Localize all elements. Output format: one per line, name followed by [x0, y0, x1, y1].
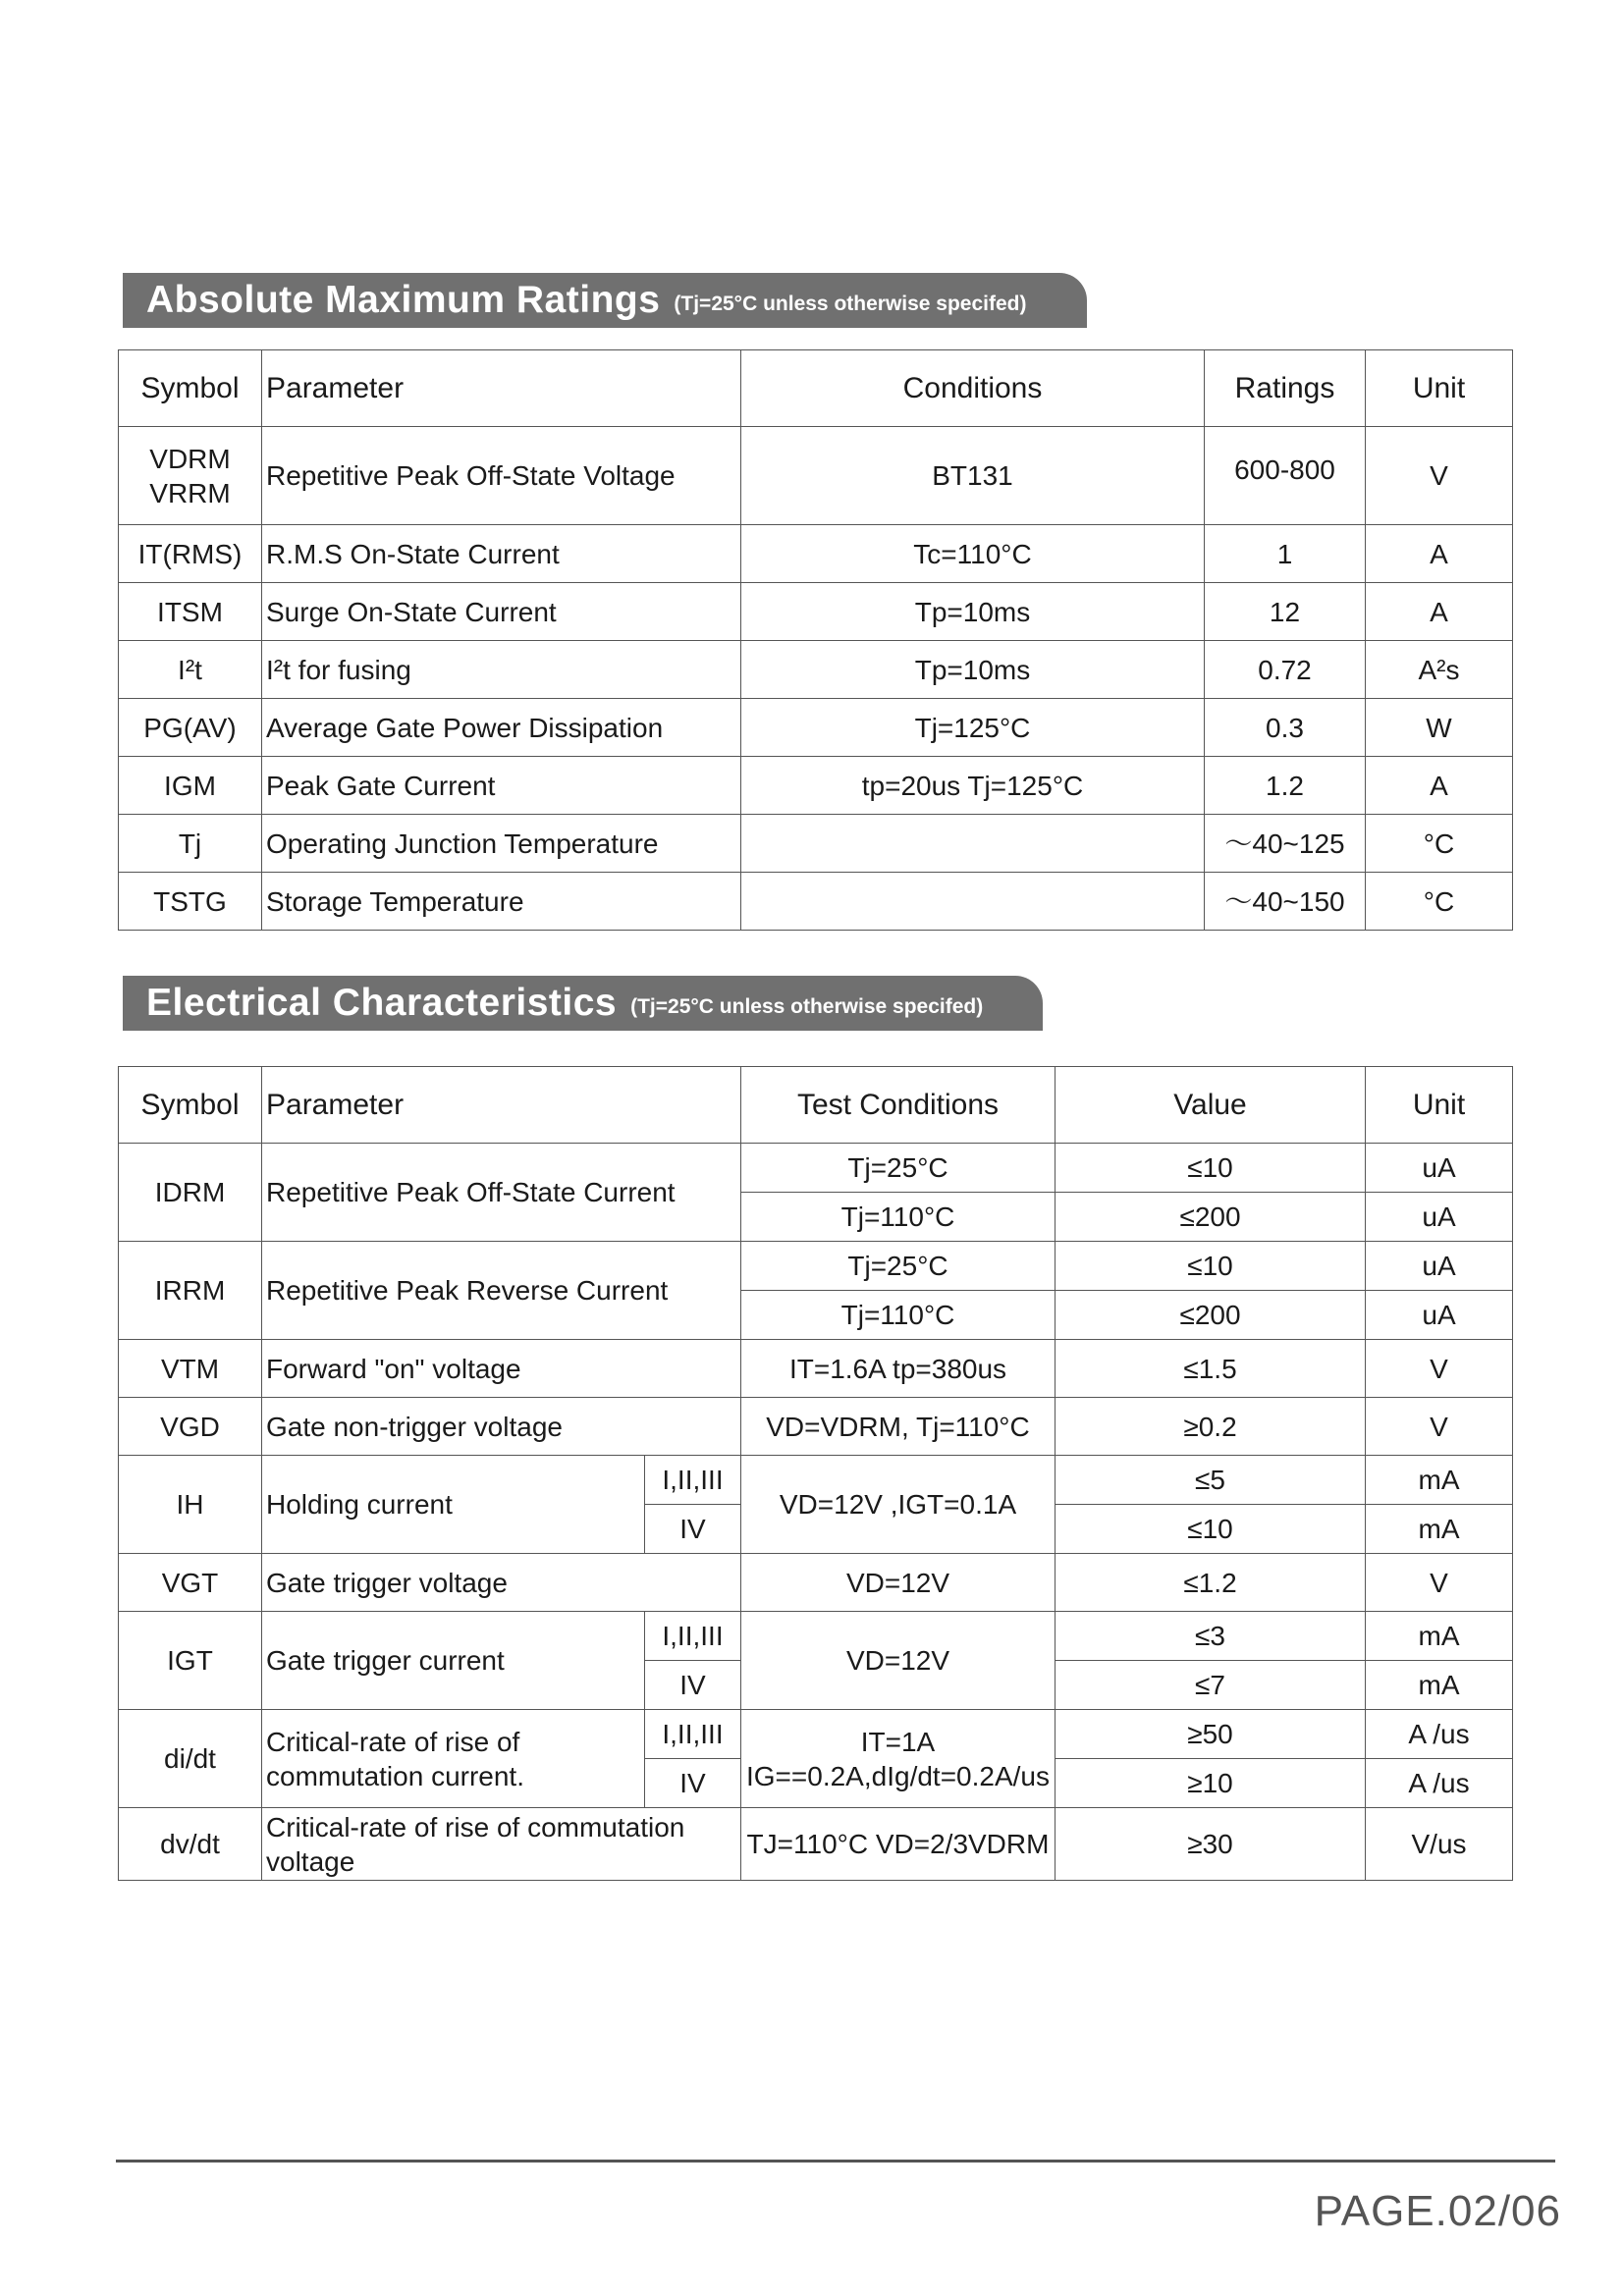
quadrant-cell: I,II,III — [645, 1456, 741, 1505]
ec-header-row — [119, 1067, 1513, 1144]
ec-header-value: Value — [1056, 1067, 1366, 1144]
parameter-cell: R.M.S On-State Current — [262, 525, 741, 583]
table-row — [119, 1144, 1513, 1193]
table-row — [119, 583, 1513, 641]
amr-header-unit: Unit — [1366, 350, 1513, 427]
parameter-line: commutation current. — [266, 1760, 524, 1791]
conditions-cell: Tj=110°C — [741, 1193, 1056, 1242]
ec-title: Electrical Characteristics — [146, 982, 618, 1024]
ec-header-unit: Unit — [1366, 1067, 1513, 1144]
value-cell: ≤1.2 — [1056, 1554, 1366, 1612]
parameter-cell: Gate non-trigger voltage — [262, 1398, 741, 1456]
conditions-cell: Tj=25°C — [741, 1144, 1056, 1193]
conditions-cell — [741, 815, 1205, 873]
rating-cell: ～40~125 — [1205, 815, 1366, 873]
parameter-line: Critical-rate of rise of commutation — [266, 1811, 685, 1842]
amr-header-ratings: Ratings — [1205, 350, 1366, 427]
conditions-line: IT=1A — [860, 1726, 936, 1757]
symbol-cell: TSTG — [119, 873, 262, 931]
symbol-cell: di/dt — [119, 1710, 262, 1808]
amr-title: Absolute Maximum Ratings — [146, 279, 661, 321]
parameter-cell: Storage Temperature — [262, 873, 741, 931]
value-cell: ≤10 — [1056, 1242, 1366, 1291]
rating-cell: 12 — [1205, 583, 1366, 641]
conditions-cell: VD=12V — [741, 1612, 1056, 1710]
value-cell: ≤1.5 — [1056, 1340, 1366, 1398]
table-row — [119, 873, 1513, 931]
conditions-cell: Tj=110°C — [741, 1291, 1056, 1340]
symbol-line: VRRM — [149, 477, 231, 508]
conditions-cell: Tp=10ms — [741, 583, 1205, 641]
symbol-cell: IDRM — [119, 1144, 262, 1242]
parameter-cell: Repetitive Peak Off-State Voltage — [262, 427, 741, 525]
symbol-cell: ITSM — [119, 583, 262, 641]
symbol-cell: IRRM — [119, 1242, 262, 1340]
rating-cell: 600-800 — [1205, 427, 1366, 525]
symbol-cell: IT(RMS) — [119, 525, 262, 583]
unit-cell: °C — [1366, 815, 1513, 873]
parameter-cell: Gate trigger voltage — [262, 1554, 741, 1612]
value-cell: ≥50 — [1056, 1710, 1366, 1759]
conditions-cell — [741, 873, 1205, 931]
ec-section-banner — [123, 976, 1043, 1031]
table-row — [119, 1340, 1513, 1398]
conditions-cell: VD=VDRM, Tj=110°C — [741, 1398, 1056, 1456]
ec-subtitle: (Tj=25°C unless otherwise specifed) — [630, 995, 984, 1018]
parameter-cell: Gate trigger current — [262, 1612, 645, 1710]
parameter-line: Critical-rate of rise of — [266, 1726, 520, 1757]
symbol-cell: IGT — [119, 1612, 262, 1710]
parameter-cell: Surge On-State Current — [262, 583, 741, 641]
rating-cell: 0.72 — [1205, 641, 1366, 699]
unit-cell: A — [1366, 583, 1513, 641]
symbol-cell: dv/dt — [119, 1808, 262, 1881]
symbol-cell: Tj — [119, 815, 262, 873]
unit-cell: uA — [1366, 1144, 1513, 1193]
unit-cell: V/us — [1366, 1808, 1513, 1881]
symbol-cell: PG(AV) — [119, 699, 262, 757]
quadrant-cell: IV — [645, 1759, 741, 1808]
symbol-cell — [119, 427, 262, 525]
value-cell: ≤200 — [1056, 1193, 1366, 1242]
unit-cell: A — [1366, 757, 1513, 815]
unit-cell: W — [1366, 699, 1513, 757]
ec-header-symbol: Symbol — [119, 1067, 262, 1144]
amr-header-row — [119, 350, 1513, 427]
parameter-cell — [262, 1808, 741, 1881]
parameter-cell: Average Gate Power Dissipation — [262, 699, 741, 757]
amr-table — [118, 349, 1513, 931]
amr-header-parameter: Parameter — [262, 350, 741, 427]
unit-cell: mA — [1366, 1505, 1513, 1554]
parameter-line: voltage — [266, 1845, 355, 1877]
unit-cell: A — [1366, 525, 1513, 583]
conditions-cell: Tp=10ms — [741, 641, 1205, 699]
conditions-cell: VD=12V ,IGT=0.1A — [741, 1456, 1056, 1554]
unit-cell: V — [1366, 1554, 1513, 1612]
symbol-cell: VGT — [119, 1554, 262, 1612]
conditions-cell: IT=1.6A tp=380us — [741, 1340, 1056, 1398]
unit-cell: uA — [1366, 1193, 1513, 1242]
amr-header-conditions: Conditions — [741, 350, 1205, 427]
table-row — [119, 699, 1513, 757]
conditions-cell: Tc=110°C — [741, 525, 1205, 583]
unit-cell: V — [1366, 1398, 1513, 1456]
unit-cell: A²s — [1366, 641, 1513, 699]
ec-header-test-conditions: Test Conditions — [741, 1067, 1056, 1144]
quadrant-cell: IV — [645, 1505, 741, 1554]
table-row — [119, 757, 1513, 815]
value-cell: ≤7 — [1056, 1661, 1366, 1710]
parameter-cell: Peak Gate Current — [262, 757, 741, 815]
table-row — [119, 427, 1513, 525]
value-cell: ≤10 — [1056, 1505, 1366, 1554]
quadrant-cell: IV — [645, 1661, 741, 1710]
unit-cell: A /us — [1366, 1759, 1513, 1808]
unit-cell: mA — [1366, 1661, 1513, 1710]
table-row — [119, 1710, 1513, 1759]
amr-header-symbol: Symbol — [119, 350, 262, 427]
conditions-cell: Tj=25°C — [741, 1242, 1056, 1291]
value-cell: ≤10 — [1056, 1144, 1366, 1193]
table-row — [119, 525, 1513, 583]
parameter-cell: Forward "on" voltage — [262, 1340, 741, 1398]
value-cell: ≥30 — [1056, 1808, 1366, 1881]
table-row — [119, 641, 1513, 699]
conditions-cell — [741, 1710, 1056, 1808]
table-row — [119, 1612, 1513, 1661]
conditions-cell: BT131 — [741, 427, 1205, 525]
footer-rule — [116, 2160, 1555, 2163]
symbol-cell: IH — [119, 1456, 262, 1554]
amr-subtitle: (Tj=25°C unless otherwise specifed) — [674, 293, 1027, 315]
unit-cell: mA — [1366, 1456, 1513, 1505]
conditions-cell: Tj=125°C — [741, 699, 1205, 757]
page-number: PAGE.02/06 — [1314, 2187, 1561, 2235]
ec-table — [118, 1066, 1513, 1881]
unit-cell: uA — [1366, 1291, 1513, 1340]
table-row — [119, 1808, 1513, 1881]
conditions-cell: VD=12V — [741, 1554, 1056, 1612]
rating-cell: 1.2 — [1205, 757, 1366, 815]
conditions-cell: TJ=110°C VD=2/3VDRM — [741, 1808, 1056, 1881]
parameter-cell: Operating Junction Temperature — [262, 815, 741, 873]
quadrant-cell: I,II,III — [645, 1612, 741, 1661]
unit-cell: uA — [1366, 1242, 1513, 1291]
symbol-cell: IGM — [119, 757, 262, 815]
unit-cell: °C — [1366, 873, 1513, 931]
symbol-cell: VGD — [119, 1398, 262, 1456]
value-cell: ≤200 — [1056, 1291, 1366, 1340]
unit-cell: A /us — [1366, 1710, 1513, 1759]
parameter-cell: Holding current — [262, 1456, 645, 1554]
ec-header-parameter: Parameter — [262, 1067, 741, 1144]
table-row — [119, 1554, 1513, 1612]
rating-cell: 0.3 — [1205, 699, 1366, 757]
symbol-line: VDRM — [149, 443, 231, 474]
unit-cell: V — [1366, 427, 1513, 525]
value-cell: ≥0.2 — [1056, 1398, 1366, 1456]
rating-cell: ～40~150 — [1205, 873, 1366, 931]
parameter-cell — [262, 1710, 645, 1808]
symbol-cell: I²t — [119, 641, 262, 699]
quadrant-cell: I,II,III — [645, 1710, 741, 1759]
symbol-cell: VTM — [119, 1340, 262, 1398]
value-cell: ≤3 — [1056, 1612, 1366, 1661]
unit-cell: mA — [1366, 1612, 1513, 1661]
value-cell: ≥10 — [1056, 1759, 1366, 1808]
parameter-cell: I²t for fusing — [262, 641, 741, 699]
parameter-cell: Repetitive Peak Off-State Current — [262, 1144, 741, 1242]
unit-cell: V — [1366, 1340, 1513, 1398]
amr-section-banner — [123, 273, 1087, 328]
table-row — [119, 815, 1513, 873]
table-row — [119, 1398, 1513, 1456]
rating-cell: 1 — [1205, 525, 1366, 583]
table-row — [119, 1456, 1513, 1505]
value-cell: ≤5 — [1056, 1456, 1366, 1505]
parameter-cell: Repetitive Peak Reverse Current — [262, 1242, 741, 1340]
conditions-line: IG==0.2A,dIg/dt=0.2A/us — [746, 1760, 1050, 1791]
table-row — [119, 1242, 1513, 1291]
conditions-cell: tp=20us Tj=125°C — [741, 757, 1205, 815]
